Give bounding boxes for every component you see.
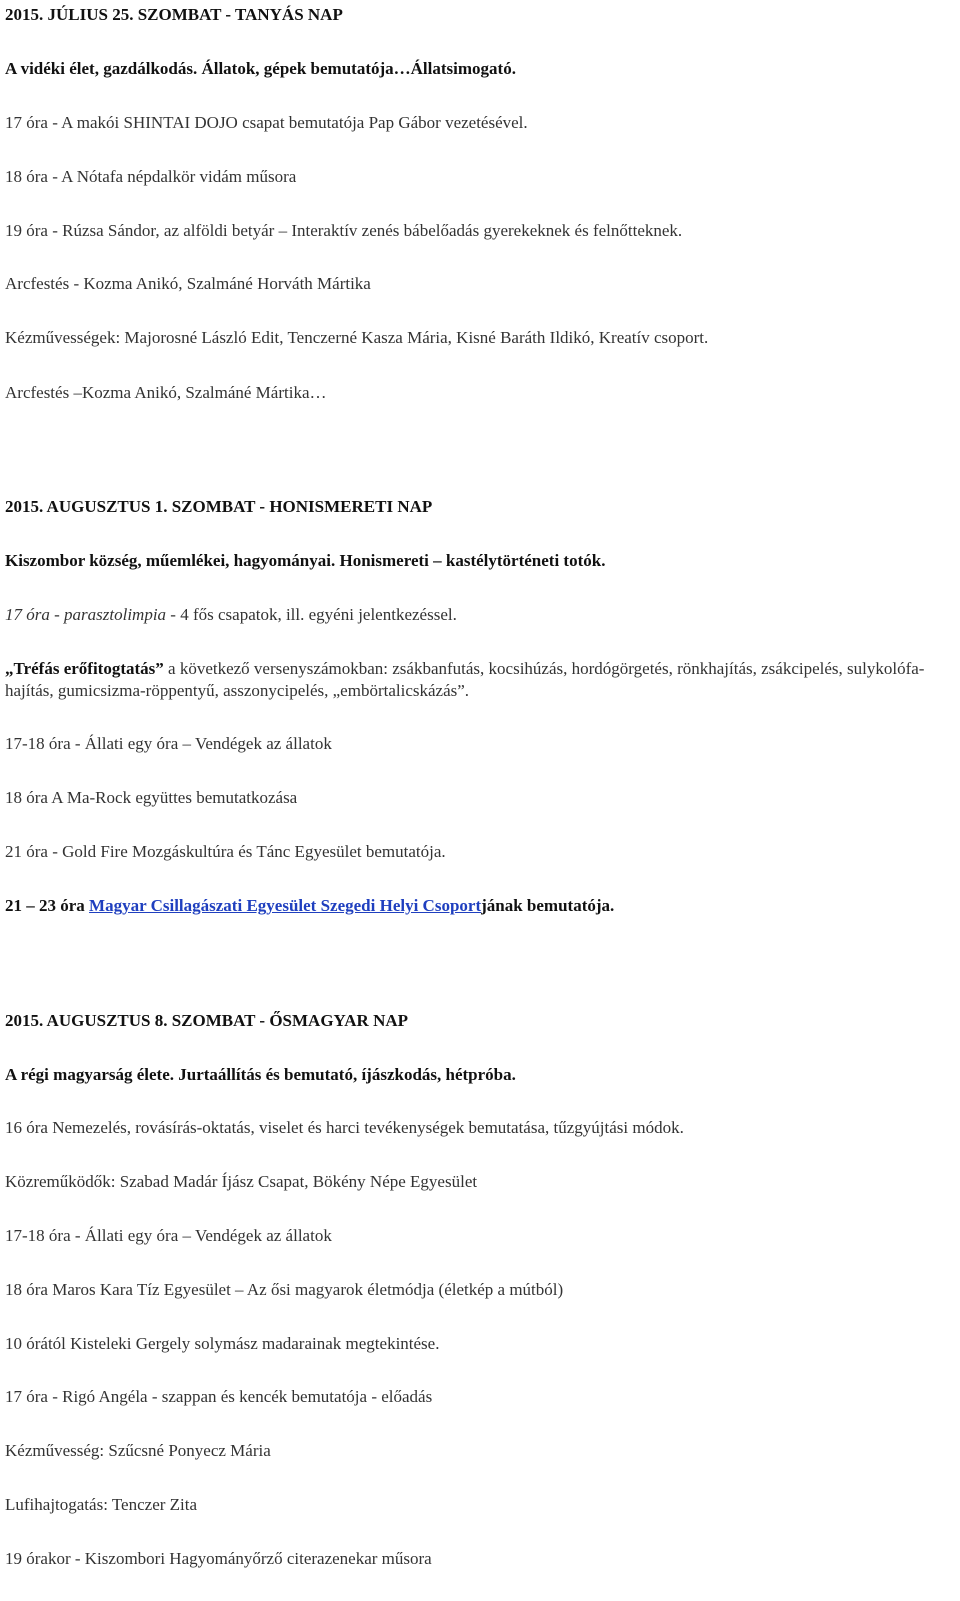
- section2-olimpia-line: [5, 604, 952, 626]
- olimpia-title: 17 óra - parasztolimpia: [5, 605, 167, 624]
- section3-line-6: 17 óra - Rigó Angéla - szappan és kencék bemutatója - előadás: [5, 1387, 433, 1406]
- astro-group-link[interactable]: Magyar Csillagászati Egyesület Szegedi Helyi Csoport: [89, 896, 482, 915]
- section3-line-7: Kézművesség: Szűcsné Ponyecz Mária: [5, 1441, 271, 1460]
- section1-subheading: A vidéki élet, gazdálkodás. Állatok, gépek bemutatója…Állatsimogató.: [5, 59, 516, 78]
- section3-line-9: 19 órakor - Kiszombori Hagyományőrző citerazenekar műsora: [5, 1549, 432, 1568]
- section3-line-8: Lufihajtogatás: Tenczer Zita: [5, 1495, 198, 1514]
- section1-line-1: 17 óra - A makói SHINTAI DOJO csapat bemutatója Pap Gábor vezetésével.: [5, 113, 528, 132]
- astro-suffix: jának bemutatója.: [481, 896, 615, 915]
- section1-heading: 2015. JÚLIUS 25. SZOMBAT - TANYÁS NAP: [5, 5, 343, 24]
- section2-astro-line: [5, 895, 952, 917]
- astro-prefix: 21 – 23 óra: [5, 896, 90, 915]
- section3-line-1: 16 óra Nemezelés, rovásírás-oktatás, viselet és harci tevékenységek bemutatása, tűzgyújtási módok.: [5, 1118, 684, 1137]
- section3-line-2: Közreműködők: Szabad Madár Íjász Csapat, Bökény Népe Egyesület: [5, 1172, 478, 1191]
- section2-trefas-paragraph: [5, 658, 952, 702]
- section1-line-4: Arcfestés - Kozma Anikó, Szalmáné Horváth Mártika: [5, 274, 371, 293]
- olimpia-detail: - 4 fős csapatok, ill. egyéni jelentkezéssel.: [166, 605, 457, 624]
- section2-line-2: 18 óra A Ma-Rock együttes bemutatkozása: [5, 788, 298, 807]
- section2-line-1: 17-18 óra - Állati egy óra – Vendégek az állatok: [5, 734, 332, 753]
- section1-line-5: Kézművességek: Majorosné László Edit, Tenczerné Kasza Mária, Kisné Baráth Ildikó, Kreatív csoport.: [5, 328, 709, 347]
- trefas-detail: a következő versenyszámokban: zsákbanfutás, kocsihúzás, hordógörgetés, rönkhajítás, zsákcipelés, sulykolófa-hajítás, gumicsizma-röppentyű, asszonycipelés, „embörtalicskázás”.: [5, 659, 925, 700]
- section1-line-3: 19 óra - Rúzsa Sándor, az alföldi betyár – Interaktív zenés bábelőadás gyerekeknek és felnőtteknek.: [5, 221, 683, 240]
- section3-line-4: 18 óra Maros Kara Tíz Egyesület – Az ősi magyarok életmódja (életkép a mútból): [5, 1280, 564, 1299]
- section2-heading: 2015. AUGUSZTUS 1. SZOMBAT - HONISMERETI NAP: [5, 497, 433, 516]
- section2-subheading: Kiszombor község, műemlékei, hagyományai. Honismereti – kastélytörténeti totók.: [5, 551, 606, 570]
- section1-line-6: Arcfestés –Kozma Anikó, Szalmáné Mártika…: [5, 383, 327, 402]
- section2-line-3: 21 óra - Gold Fire Mozgáskultúra és Tánc Egyesület bemutatója.: [5, 842, 446, 861]
- section3-line-5: 10 órától Kisteleki Gergely solymász madarainak megtekintése.: [5, 1334, 440, 1353]
- section1-line-2: 18 óra - A Nótafa népdalkör vidám műsora: [5, 167, 297, 186]
- section3-line-3: 17-18 óra - Állati egy óra – Vendégek az állatok: [5, 1226, 332, 1245]
- section3-subheading: A régi magyarság élete. Jurtaállítás és bemutató, íjászkodás, hétpróba.: [5, 1065, 516, 1084]
- trefas-title: „Tréfás erőfitogtatás”: [5, 659, 164, 678]
- section3-heading: 2015. AUGUSZTUS 8. SZOMBAT - ŐSMAGYAR NAP: [5, 1011, 409, 1030]
